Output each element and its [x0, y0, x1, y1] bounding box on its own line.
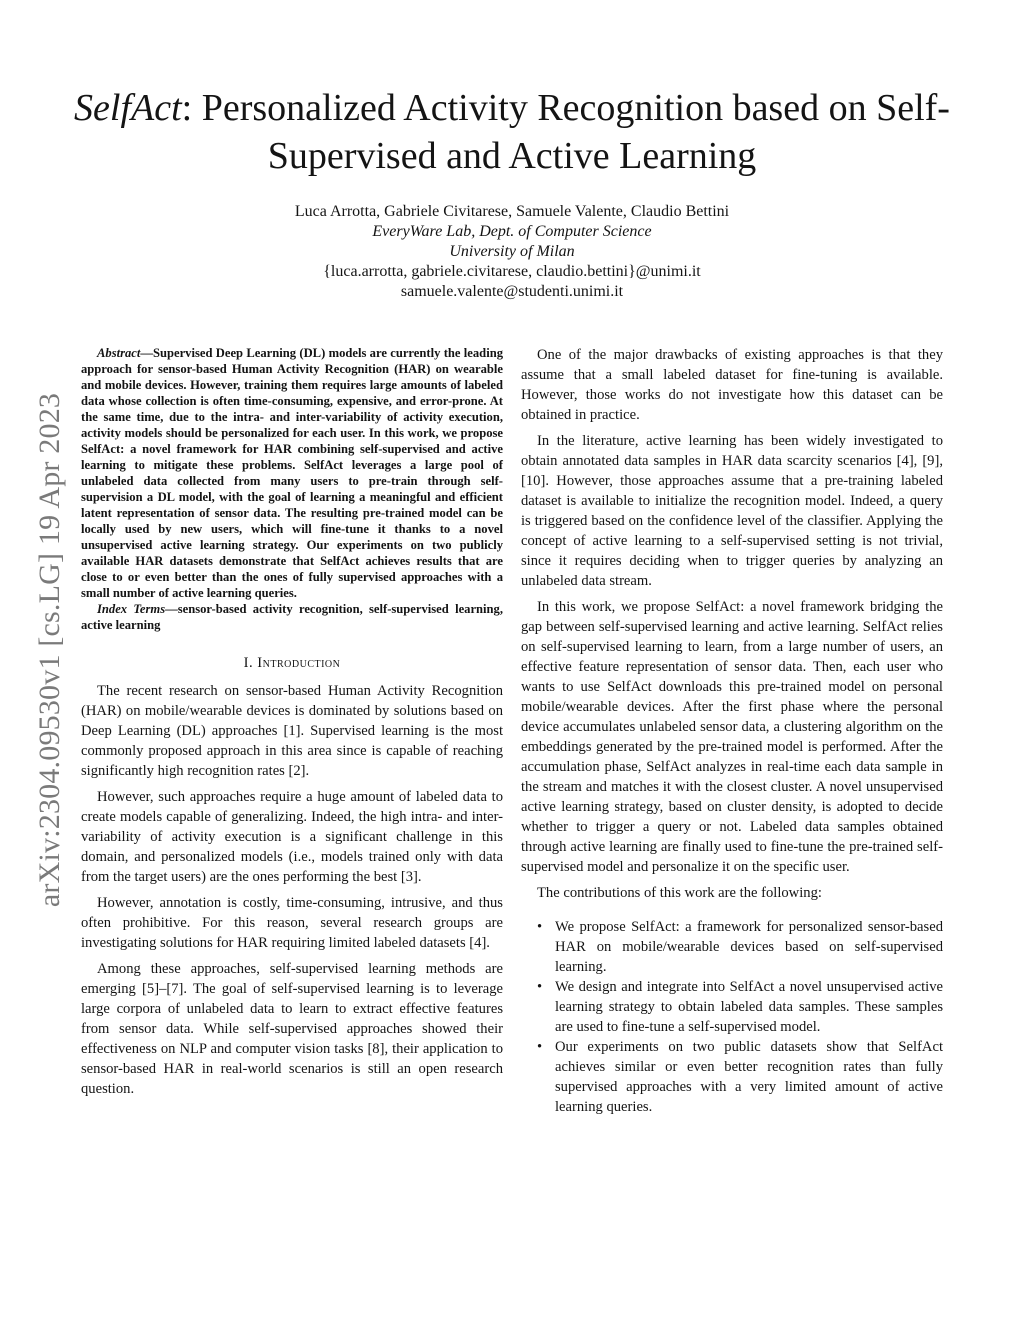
- contribution-text: Our experiments on two public datasets show that SelfAct achieves similar or even better recognition rates than fully supervised approaches with a very limited amount of active learning queries.: [555, 1039, 943, 1115]
- left-column: [81, 345, 503, 1105]
- body-paragraph-2: In the literature, active learning has been widely investigated to obtain annotated data samples in HAR data scarcity scenarios [4], [9], [10]. However, those approaches assume that a pre-training labeled dataset is available to initialize the recognition model. Indeed, a query is triggered based on the confidence level of the classifier. Applying the concept of active learning to a self-supervised setting is not trivial, since it requires deciding when to trigger queries by analyzing an unlabeled data stream.: [521, 433, 943, 589]
- abstract-lead: Abstract: [97, 346, 141, 360]
- affiliation-university: University of Milan: [449, 243, 575, 260]
- contributions-list: [521, 917, 943, 1117]
- bullet-icon: •: [537, 979, 543, 995]
- bullet-icon: •: [537, 1039, 543, 1055]
- author-names: Luca Arrotta, Gabriele Civitarese, Samuele Valente, Claudio Bettini: [294, 203, 730, 220]
- contribution-item: [521, 917, 943, 977]
- arxiv-id: arXiv:2304.09530v1 [cs.LG] 19 Apr 2023: [33, 392, 66, 908]
- author-emails: {luca.arrotta, gabriele.civitarese, claudio.bettini}@unimi.it: [323, 263, 701, 280]
- abstract: [81, 345, 503, 601]
- body-paragraph-3: In this work, we propose SelfAct: a novel framework bridging the gap between self-supervised learning and active learning. SelfAct relies on self-supervised learning to learn, from a large number of users, an effective feature representation of sensor data. Then, each user who wants to use SelfAct downloads this pre-trained model on personal mobile/wearable devices. After the first phase where the personal device accumulates unlabeled sensor data, a clustering algorithm on the embeddings generated by the pre-trained model is performed. After the accumulation phase, SelfAct analyzes in real-time each data sample in the stream and matches it with the closest cluster. A novel unsupervised active learning strategy, based on cluster density, is adopted to decide whether to trigger a query or not. Labeled data samples obtained through active learning are finally used to fine-tune the pre-trained self-supervised model and personalize it on the specific user.: [521, 599, 943, 875]
- title-italic: SelfAct: [74, 87, 182, 129]
- section-title: Introduction: [257, 655, 341, 671]
- section-number: I.: [243, 655, 258, 671]
- contributions-intro: The contributions of this work are the following:: [537, 885, 822, 901]
- affiliation-lab: EveryWare Lab, Dept. of Computer Science: [372, 223, 652, 240]
- paper-title: [60, 84, 964, 180]
- arxiv-sidebar-stamp: [20, 350, 80, 950]
- index-terms: [81, 601, 503, 633]
- author-block: [100, 202, 924, 302]
- contribution-item: [521, 977, 943, 1037]
- index-terms-lead: Index Terms: [97, 602, 166, 616]
- bullet-icon: •: [537, 919, 543, 935]
- right-column: [521, 345, 943, 1117]
- contribution-text: We design and integrate into SelfAct a novel unsupervised active learning strategy to obtain labeled data samples. These samples are used to fine-tune a self-supervised model.: [555, 979, 943, 1035]
- contribution-text: We propose SelfAct: a framework for personalized sensor-based HAR on mobile/wearable devices based on self-supervised learning.: [555, 919, 943, 975]
- index-terms-text: —sensor-based activity recognition, self-supervised learning, active learning: [81, 602, 503, 632]
- author-email-student: samuele.valente@studenti.unimi.it: [400, 283, 624, 300]
- intro-paragraph-3: However, annotation is costly, time-consuming, intrusive, and thus often prohibitive. For this reason, several research groups are investigating solutions for HAR requiring limited labeled datasets [4].: [81, 895, 503, 951]
- intro-paragraph-1: The recent research on sensor-based Human Activity Recognition (HAR) on mobile/wearable devices is dominated by solutions based on Deep Learning (DL) approaches [1]. Supervised learning is the most commonly proposed approach in this area since is capable of reaching significantly high recognition rates [2].: [81, 683, 503, 779]
- intro-paragraph-2: However, such approaches require a huge amount of labeled data to create models capable of generalizing. Indeed, the high intra- and inter-variability of activity execution is a significant challenge in this domain, and personalized models (i.e., models trained only with data from the target users) are the ones performing the best [3].: [81, 789, 503, 885]
- section-heading-introduction: [81, 653, 503, 673]
- abstract-text: —Supervised Deep Learning (DL) models are currently the leading approach for sensor-based Human Activity Recognition (HAR) on wearable and mobile devices. However, training them requires large amounts of labeled data whose collection is often time-consuming, expensive, and error-prone. At the same time, due to the intra- and inter-variability of activity execution, activity models should be personalized for each user. In this work, we propose SelfAct: a novel framework for HAR combining self-supervised and active learning to mitigate these problems. SelfAct leverages a large pool of unlabeled data collected from many users to pre-train through self-supervision a DL model, with the goal of learning a meaningful and efficient latent representation of sensor data. The resulting pre-trained model can be locally used by new users, which will fine-tune it thanks to a novel unsupervised active learning strategy. Our experiments on two publicly available HAR datasets demonstrate that SelfAct achieves results that are close to or even better than the ones of fully supervised approaches with a small number of active learning queries.: [81, 346, 503, 600]
- title-rest: : Personalized Activity Recognition based on Self-Supervised and Active Learning: [181, 87, 950, 177]
- intro-paragraph-4: Among these approaches, self-supervised learning methods are emerging [5]–[7]. The goal of self-supervised learning is to leverage large corpora of unlabeled data to learn to extract effective features from sensor data. While self-supervised approaches showed their effectiveness on NLP and computer vision tasks [8], their application to sensor-based HAR in real-world scenarios is still an open research question.: [81, 961, 503, 1097]
- contribution-item: [521, 1037, 943, 1117]
- body-paragraph-1: One of the major drawbacks of existing approaches is that they assume that a small labeled dataset for fine-tuning is available. However, those works do not investigate how this dataset can be obtained in practice.: [521, 347, 943, 423]
